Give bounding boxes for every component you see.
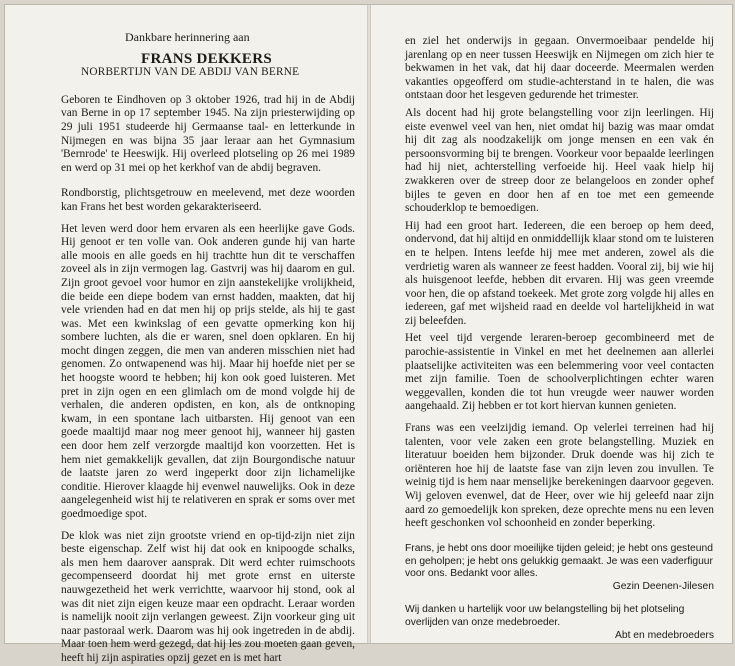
- family-contact-paragraph: Het veel tijd vergende leraren-beroep gecombineerd met de parochie-assistentie in Vinkel en met het deelnemen aan allerlei plaatselijke activiteiten was een belemmering voor veel contacten met zijn familie. Toen de schoolverplichtingen echter waren weggevallen, konden die tot hun vreugde weer nauwer worden aangehaald. Zij hebben er tot kort hiervan kunnen genieten.: [405, 332, 714, 413]
- versatile-paragraph: Frans was een veelzijdig iemand. Op velerlei terreinen had hij talenten, voor vele zaken een grote belangstelling. Muziek en literatuur boeiden hem bijzonder. Druk doende was hij zich te oriënteren hoe hij de laatste fase van zijn leven zou invullen. Te weinig tijd is hem naar menselijke berekeningen daarvoor gegeven. Wij geloven evenwel, dat de Heer, over wie hij geleefd naar zijn aard zo gemoedelijk kon spreken, deze oprechte mens nu een leven heeft geschonken vol schoonheid en zonder beperking.: [405, 422, 714, 530]
- family-signature: Gezin Deenen-Jilesen: [612, 581, 714, 593]
- deceased-name: FRANS DEKKERS: [141, 50, 273, 67]
- family-note: Frans, je hebt ons door moeilijke tijden geleid; je hebt ons gesteund en geholpen; je hebt ons gelukkig gemaakt. Je was een vaderfiguur voor ons. Bedankt voor alles.: [405, 542, 713, 580]
- continuation-paragraph: en ziel het onderwijs in gegaan. Onvermoeibaar pendelde hij jarenlang op en neer tussen Heeswijk en Nijmegen om zich hier te bekwamen in het vak, dat hij daar doceerde. Meermalen werden vakanties opgeofferd om studie-achterstand in te halen, die was ontstaan door het lesgeven gedurende het trimester.: [405, 35, 714, 102]
- order-subtitle: NORBERTIJN VAN DE ABDIJ VAN BERNE: [81, 66, 300, 79]
- thanks-signature: Abt en medebroeders: [614, 629, 714, 641]
- heart-paragraph: Hij had een groot hart. Iedereen, die een beroep op hem deed, ondervond, dat hij altijd en onmiddellijk klaar stond om te luisteren en te helpen. Intens leefde hij mee met anderen, zowel als die verdrietig waren als wanneer ze feest hadden. Vooral zij, bij wie hij als huisgenoot leefde, hebben dit ervaren. Hij was geen vreemde voor hen, die op afstand toekeek. Met grote zorg volgde hij alles en iedereen, gaf met wijsheid raad en deelde vol hartelijkheid in wat zij beleefden.: [405, 219, 714, 327]
- teacher-paragraph: Als docent had hij grote belangstelling voor zijn leerlingen. Hij eiste evenwel veel van hen, niet omdat hij bazig was maar omdat hij dit zag als noodzakelijk om jonge mensen en een vak én persoonsvorming bij te brengen. Voorkeur voor bepaalde leerlingen had hij niet, achterstelling verfoeide hij. Heel vaak hielp hij zwakkeren over de streep door ze belangeloos en zonder ophef bijles te geven en door hen af en toe met een gemeende schouderklop te bemoedigen.: [405, 106, 714, 215]
- left-page: [5, 5, 367, 664]
- right-page: [371, 5, 732, 643]
- biography-paragraph: Geboren te Eindhoven op 3 oktober 1926, trad hij in de Abdij van Berne in op 17 september 1945. Na zijn priesterwijding op 29 juli 1951 studeerde hij Germaanse taal- en letterkunde in Nijmegen en was bijna 35 jaar leraar aan het Gymnasium 'Bernrode' te Heeswijk. Hij overleed plotseling op 26 mei 1989 en werd op 31 mei op het kerkhof van de abdij begraven.: [61, 93, 355, 174]
- life-paragraph: Het leven werd door hem ervaren als een heerlijke gave Gods. Hij genoot er ten volle van. Ook anderen gunde hij van harte alle moois en alle goeds en hij trachtte hun dit te verschaffen zoveel als in zijn vermogen lag. Gastvrij was hij daarom en gul. Zijn groot gevoel voor humor en zijn aanstekelijke vrolijkheid, die beide een diepe bodem van ernst hadden, maakten, dat hij vele vrienden had en dat men hij op prijs stelde, als hij te gast was. Met een kwinkslag of een gevatte opmerking kon hij sombere luchten, als die er waren, snel doen opklaren. En hij mocht dingen zeggen, die men van anderen misschien niet had genomen. Zo ontwapenend was hij. Maar hij hoefde niet per se het hoogste woord te hebben; hij kon ook goed luisteren. Met pret in zijn ogen en een glimlach om de mond volgde hij de verhalen, die anderen opdisten, en kon, als de ontknoping kwam, in een spontane lach uitbarsten. Hij genoot van een goede maaltijd maar nog meer genoot hij, wanneer hij gasten een door hem zelf verzorgde maaltijd kon voorzetten. Het is hem niet gemakkelijk gevallen, dat zijn Bourgondische natuur de laatste jaren zo werd ingeperkt door zijn lichamelijke conditie. Hierover klaagde hij evenwel nauwelijks. Ook in deze aangelegenheid wist hij te relativeren en sprak er soms over met goedmoedige spot.: [61, 222, 355, 520]
- dedication-line: Dankbare herinnering aan: [125, 30, 250, 44]
- thanks-note: Wij danken u hartelijk voor uw belangstelling bij het plotseling overlijden van onze medebroeder.: [405, 603, 685, 628]
- teaching-paragraph: De klok was niet zijn grootste vriend en op-tijd-zijn niet zijn beste eigenschap. Zelf wist hij dat ook en knipoogde schalks, als men hem daarover aansprak. Dit werd echter ruimschoots gecompenseerd doordat hij met grote ernst en uiterste nauwgezetheid het werk verrichtte, waarvoor hij stond, ook al was dit niet zijn eigen keuze maar een opdracht. Leraar worden is namelijk nooit zijn verlangen geweest. Zijn voorkeur ging uit naar pastoraal werk. Daarom was hij ook ingetreden in de abdij. Maar toen hem werd gezegd, dat hij les zou moeten gaan geven, heeft hij zijn aspiraties opzij gezet en is met hart: [61, 529, 355, 664]
- memorial-card: [4, 4, 733, 664]
- character-paragraph: Rondborstig, plichtsgetrouw en meelevend, met deze woorden kan Frans het best worden gekarakteriseerd.: [61, 187, 355, 213]
